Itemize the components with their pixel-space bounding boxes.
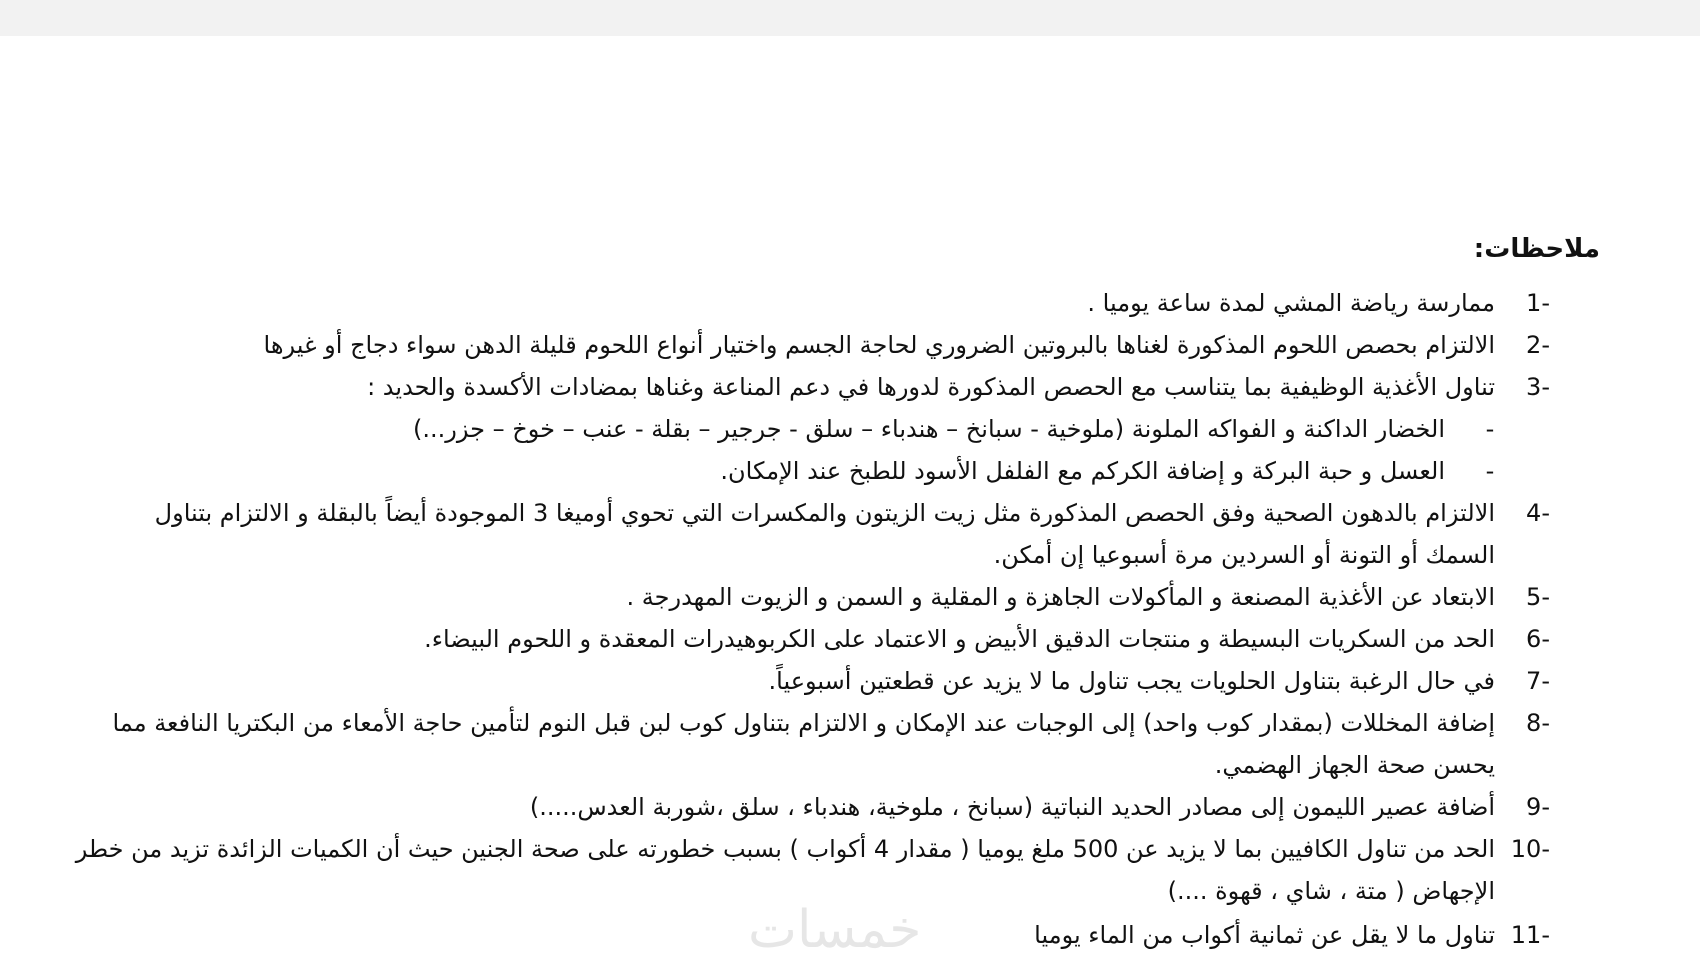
item-text: الالتزام بحصص اللحوم المذكورة لغناها بالبروتين الضروري لحاجة الجسم واختيار أنواع اللحوم قليلة الدهن سواء دجاج أو غيرها <box>263 331 1495 359</box>
item-number: -1 <box>1526 289 1550 317</box>
item-text-continued: السمك أو التونة أو السردين مرة أسبوعيا إن أمكن. <box>993 541 1495 569</box>
item-text-continued: الإجهاض ( متة ، شاي ، قهوة ....) <box>1167 877 1495 905</box>
list-item-continuation <box>0 534 1700 576</box>
sub-item-text: العسل و حبة البركة و إضافة الكركم مع الفلفل الأسود للطبخ عند الإمكان. <box>720 457 1445 485</box>
list-item <box>0 324 1700 366</box>
item-text: في حال الرغبة بتناول الحلويات يجب تناول ما لا يزيد عن قطعتين أسبوعياً. <box>768 667 1495 695</box>
viewer-top-bar <box>0 0 1700 36</box>
item-number: -7 <box>1526 667 1550 695</box>
bullet-dash: - <box>1485 415 1495 443</box>
item-text: الحد من تناول الكافيين بما لا يزيد عن 500 ملغ يوميا ( مقدار 4 أكواب ) بسبب خطورته على صحة الجنين حيث أن الكميات الزائدة تزيد من خطر <box>75 835 1495 863</box>
item-text: إضافة المخللات (بمقدار كوب واحد) إلى الوجبات عند الإمكان و الالتزام بتناول كوب لبن قبل النوم لتأمين حاجة الأمعاء من البكتريا النافعة مما <box>112 709 1495 737</box>
item-text: الحد من السكريات البسيطة و منتجات الدقيق الأبيض و الاعتماد على الكربوهيدرات المعقدة و اللحوم البيضاء. <box>424 625 1495 653</box>
list-item <box>0 576 1700 618</box>
list-item <box>0 492 1700 534</box>
item-text: تناول ما لا يقل عن ثمانية أكواب من الماء يوميا <box>1034 921 1495 949</box>
item-number: -9 <box>1526 793 1550 821</box>
item-number: -11 <box>1510 921 1550 949</box>
item-number: -5 <box>1526 583 1550 611</box>
list-item <box>0 702 1700 744</box>
list-item <box>0 366 1700 408</box>
item-text: أضافة عصير الليمون إلى مصادر الحديد النباتية (سبانخ ، ملوخية، هندباء ، سلق ،شوربة العدس.....) <box>529 793 1495 821</box>
item-text: تناول الأغذية الوظيفية بما يتناسب مع الحصص المذكورة لدورها في دعم المناعة وغناها بمضادات الأكسدة والحديد : <box>367 373 1495 401</box>
item-number: -4 <box>1526 499 1550 527</box>
document-page <box>0 36 1700 970</box>
list-item <box>0 786 1700 828</box>
item-text-continued: يحسن صحة الجهاز الهضمي. <box>1214 751 1495 779</box>
sub-list-item <box>0 408 1700 450</box>
item-number: -10 <box>1510 835 1550 863</box>
list-item <box>0 618 1700 660</box>
list-item-continuation <box>0 744 1700 786</box>
item-number: -6 <box>1526 625 1550 653</box>
bullet-dash: - <box>1485 457 1495 485</box>
list-item <box>0 828 1700 870</box>
notes-heading: ملاحظات: <box>1473 234 1600 264</box>
watermark-logo: خمسات <box>748 900 922 960</box>
item-number: -2 <box>1526 331 1550 359</box>
sub-list-item <box>0 450 1700 492</box>
list-item <box>0 282 1700 324</box>
document-body <box>0 36 1700 970</box>
item-text: الالتزام بالدهون الصحية وفق الحصص المذكورة مثل زيت الزيتون والمكسرات التي تحوي أوميغا 3 الموجودة أيضاً بالبقلة و الالتزام بتناول <box>154 499 1495 527</box>
list-item <box>0 660 1700 702</box>
sub-item-text: الخضار الداكنة و الفواكه الملونة (ملوخية - سبانخ – هندباء – سلق - جرجير – بقلة - عنب – خوخ – جزر...) <box>413 415 1445 443</box>
item-number: -3 <box>1526 373 1550 401</box>
item-text: الابتعاد عن الأغذية المصنعة و المأكولات الجاهزة و المقلية و السمن و الزيوت المهدرجة . <box>626 583 1495 611</box>
item-number: -8 <box>1526 709 1550 737</box>
item-text: ممارسة رياضة المشي لمدة ساعة يوميا . <box>1087 289 1495 317</box>
